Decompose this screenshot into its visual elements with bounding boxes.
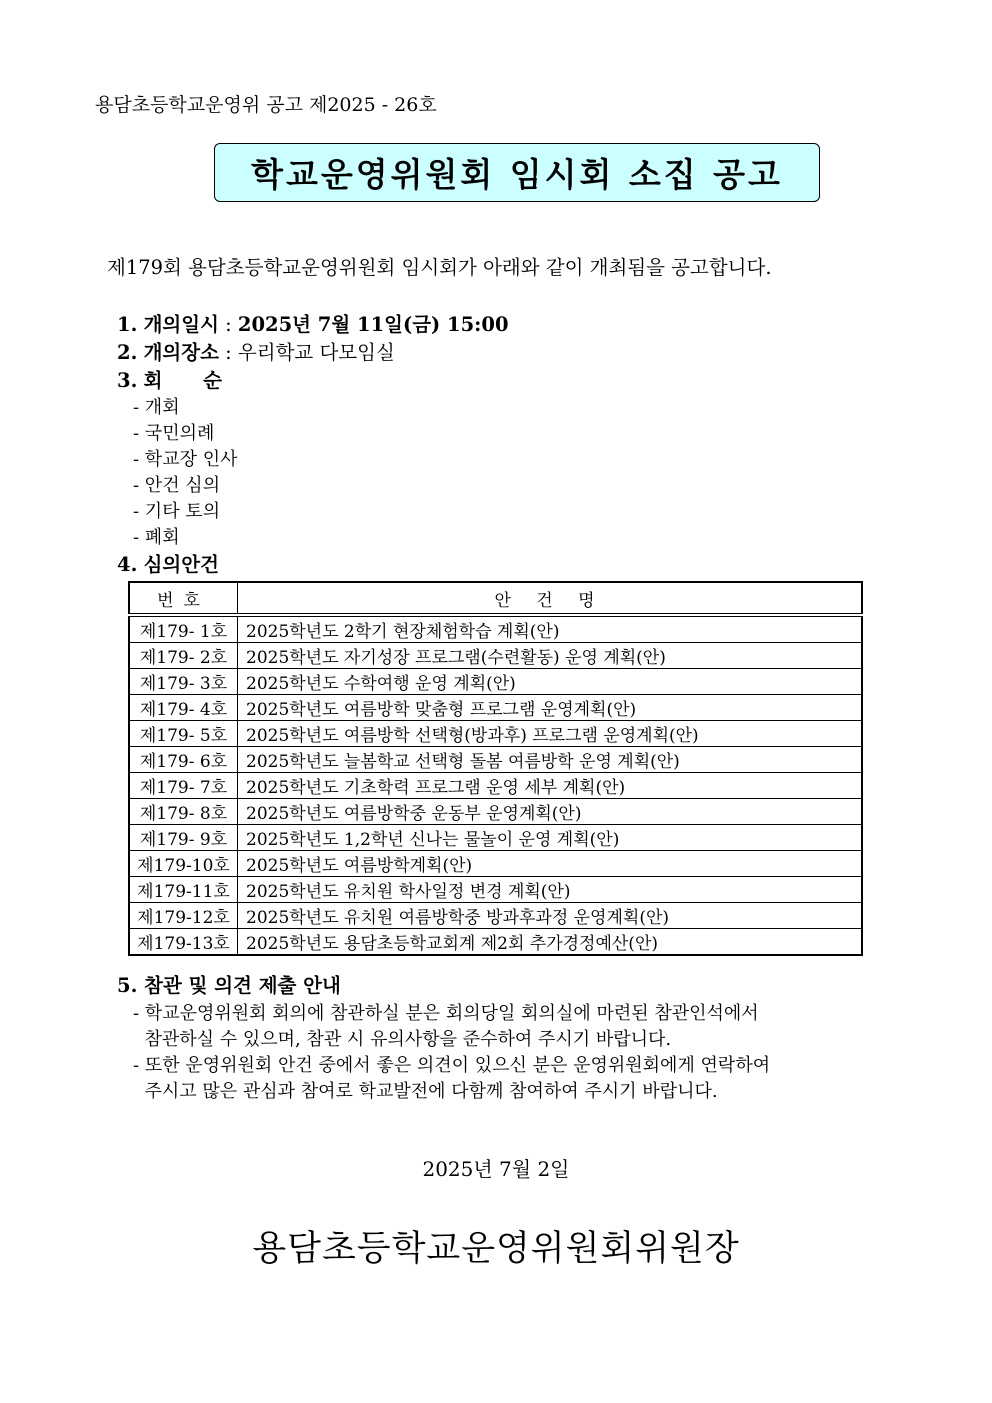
item-label: 개의일시 <box>143 313 219 336</box>
attendance-heading <box>117 970 341 998</box>
agenda-number: 제179- 2호 <box>129 643 238 669</box>
notice-date: 2025년 7월 2일 <box>422 1157 570 1181</box>
order-item: - 안건 심의 <box>133 475 221 496</box>
attendance-line: - 또한 운영위원회 안건 중에서 좋은 의견이 있으신 분은 운영위원회에게 연락하여 <box>133 1055 771 1076</box>
table-row <box>129 903 862 929</box>
agenda-number: 제179- 8호 <box>129 799 238 825</box>
table-row <box>129 643 862 669</box>
table-row <box>129 851 862 877</box>
table-row <box>129 669 862 695</box>
agenda-number: 제179- 9호 <box>129 825 238 851</box>
intro-text: 제179회 용담초등학교운영위원회 임시회가 아래와 같이 개최됨을 공고합니다. <box>107 256 772 279</box>
agenda-title: 2025학년도 여름방학 선택형(방과후) 프로그램 운영계획(안) <box>238 721 863 747</box>
agenda-number: 제179-12호 <box>129 903 238 929</box>
agenda-title: 2025학년도 여름방학중 운동부 운영계획(안) <box>238 799 863 825</box>
agenda-table <box>128 581 863 956</box>
agenda-title: 2025학년도 여름방학계획(안) <box>238 851 863 877</box>
header-number: 번호 <box>129 582 238 615</box>
agenda-title: 2025학년도 2학기 현장체험학습 계획(안) <box>238 615 863 643</box>
agenda-number: 제179- 5호 <box>129 721 238 747</box>
agenda-title: 2025학년도 기초학력 프로그램 운영 세부 계획(안) <box>238 773 863 799</box>
table-row <box>129 825 862 851</box>
agenda-number: 제179- 4호 <box>129 695 238 721</box>
table-row <box>129 695 862 721</box>
item-number: 1. <box>117 313 138 336</box>
item-agenda <box>117 549 219 577</box>
item-separator: : <box>225 341 232 364</box>
order-item: - 폐회 <box>133 527 180 548</box>
table-row <box>129 929 862 956</box>
item-datetime <box>117 309 509 337</box>
agenda-title: 2025학년도 유치원 여름방학중 방과후과정 운영계획(안) <box>238 903 863 929</box>
agenda-number: 제179-13호 <box>129 929 238 956</box>
order-item: - 국민의례 <box>133 423 215 444</box>
attendance-line: 참관하실 수 있으며, 참관 시 유의사항을 준수하여 주시기 바랍니다. <box>133 1029 672 1050</box>
agenda-title: 2025학년도 수학여행 운영 계획(안) <box>238 669 863 695</box>
agenda-title: 2025학년도 용담초등학교회계 제2회 추가경정예산(안) <box>238 929 863 956</box>
notice-number: 용담초등학교운영위 공고 제2025 - 26호 <box>95 94 437 116</box>
attendance-line: - 학교운영위원회 회의에 참관하실 분은 회의당일 회의실에 마련된 참관인석에서 <box>133 1003 759 1024</box>
table-row <box>129 747 862 773</box>
item-separator: : <box>225 313 232 336</box>
table-header-row <box>129 582 862 615</box>
page-title: 학교운영위원회 임시회 소집 공고 <box>251 155 783 194</box>
table-row <box>129 773 862 799</box>
attendance-line: 주시고 많은 관심과 참여로 학교발전에 다함께 참여하여 주시기 바랍니다. <box>133 1081 718 1102</box>
item-label: 개의장소 <box>143 341 219 364</box>
agenda-title: 2025학년도 유치원 학사일정 변경 계획(안) <box>238 877 863 903</box>
agenda-title: 2025학년도 늘봄학교 선택형 돌봄 여름방학 운영 계획(안) <box>238 747 863 773</box>
attendance-heading-text: 5. 참관 및 의견 제출 안내 <box>117 974 341 997</box>
title-box <box>214 143 820 202</box>
item-value: 2025년 7월 11일(금) 15:00 <box>237 313 509 336</box>
agenda-number: 제179- 6호 <box>129 747 238 773</box>
table-row <box>129 615 862 643</box>
table-row <box>129 799 862 825</box>
item-label: 회 순 <box>143 369 222 392</box>
item-number: 2. <box>117 341 138 364</box>
agenda-number: 제179-10호 <box>129 851 238 877</box>
agenda-number: 제179- 1호 <box>129 615 238 643</box>
order-item: - 학교장 인사 <box>133 449 238 470</box>
signer: 용담초등학교운영위원회위원장 <box>252 1229 740 1269</box>
item-order <box>117 365 222 393</box>
item-value: 우리학교 다모임실 <box>237 341 395 364</box>
order-item: - 기타 토의 <box>133 501 221 522</box>
agenda-title: 2025학년도 여름방학 맞춤형 프로그램 운영계획(안) <box>238 695 863 721</box>
agenda-number: 제179- 7호 <box>129 773 238 799</box>
header-title: 안 건 명 <box>238 582 863 615</box>
item-number: 4. <box>117 553 138 576</box>
agenda-number: 제179- 3호 <box>129 669 238 695</box>
item-number: 3. <box>117 369 138 392</box>
item-place <box>117 337 395 365</box>
order-item: - 개회 <box>133 397 180 418</box>
table-row <box>129 721 862 747</box>
item-label: 심의안건 <box>143 553 219 576</box>
agenda-title: 2025학년도 자기성장 프로그램(수련활동) 운영 계획(안) <box>238 643 863 669</box>
agenda-title: 2025학년도 1,2학년 신나는 물놀이 운영 계획(안) <box>238 825 863 851</box>
agenda-number: 제179-11호 <box>129 877 238 903</box>
table-row <box>129 877 862 903</box>
